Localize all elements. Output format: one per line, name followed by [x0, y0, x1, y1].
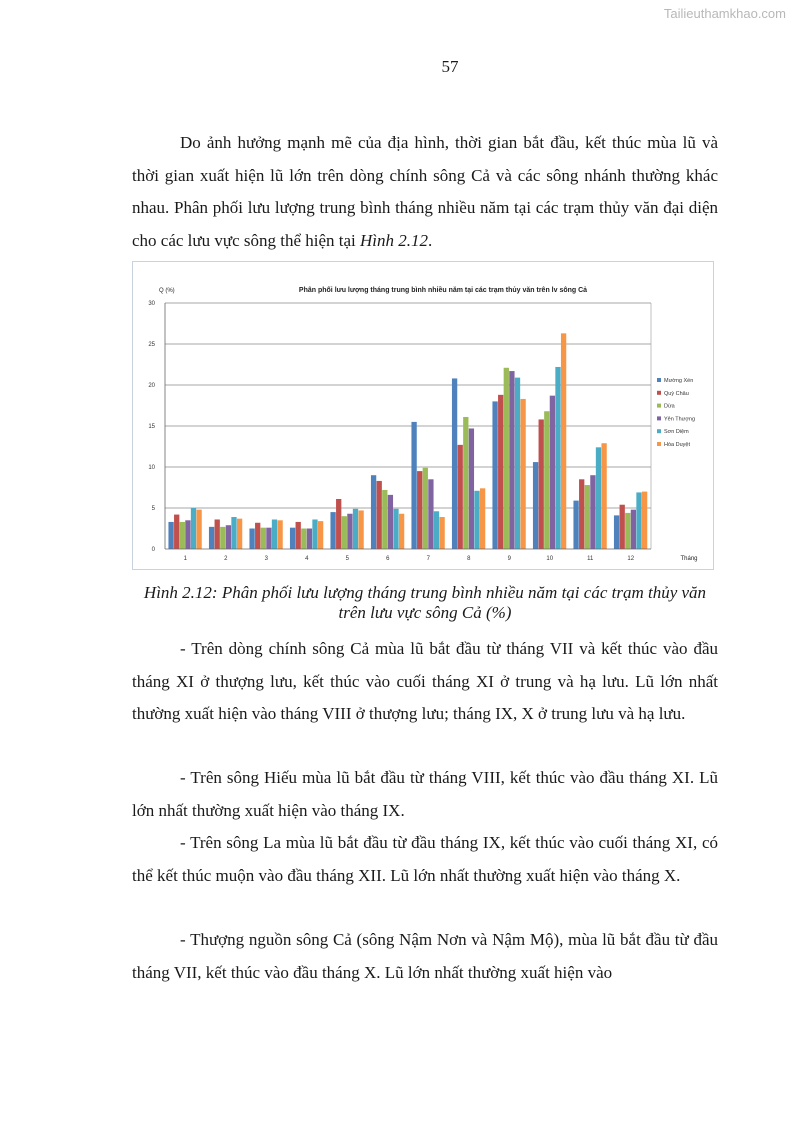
bar — [301, 529, 306, 550]
y-axis-label: Q (%) — [159, 288, 175, 294]
bar — [636, 492, 641, 549]
bar — [544, 411, 549, 549]
bar — [474, 491, 479, 549]
paragraph-la-river — [132, 827, 718, 892]
bar — [330, 512, 335, 549]
bar — [555, 367, 560, 549]
legend-swatch — [657, 416, 661, 420]
chart-legend — [657, 378, 695, 448]
bar — [579, 479, 584, 549]
x-tick-label: 8 — [467, 556, 471, 562]
bar — [347, 514, 352, 549]
bar — [249, 529, 254, 550]
legend-label: Mường Xén — [664, 378, 694, 384]
bar — [180, 522, 185, 549]
paragraph-hieu-river — [132, 762, 718, 827]
bar — [399, 514, 404, 549]
bar — [498, 395, 503, 549]
chart-frame — [132, 261, 714, 570]
bar — [266, 528, 271, 549]
bar — [312, 519, 317, 549]
x-axis-label: Tháng — [680, 556, 698, 562]
x-tick-label: 4 — [305, 556, 309, 562]
bar — [393, 509, 398, 549]
bar — [261, 528, 266, 549]
bar — [539, 419, 544, 549]
bar — [277, 520, 282, 549]
intro-text: Do ảnh hưởng mạnh mẽ của địa hình, thời gian bắt đầu, kết thúc mùa lũ và thời gian xuất hiện lũ lớn trên dòng chính sông Cả và các sông nhánh thường khác nhau. Phân phối lưu lượng trung bình tháng nhiều năm tại các trạm thủy văn đại diện cho các lưu vực sông thể hiện tại — [132, 133, 718, 250]
bar — [469, 428, 474, 549]
y-tick-label: 20 — [148, 383, 155, 389]
bar — [533, 462, 538, 549]
bar — [196, 510, 201, 549]
bar — [625, 513, 630, 549]
bar — [226, 525, 231, 549]
page-number: 57 — [441, 57, 459, 76]
bar — [296, 522, 301, 549]
bar — [434, 511, 439, 549]
x-tick-label: 6 — [386, 556, 390, 562]
x-tick-label: 10 — [546, 556, 554, 562]
bar — [428, 479, 433, 549]
bar — [215, 519, 220, 549]
paragraph-text: - Trên dòng chính sông Cả mùa lũ bắt đầu từ tháng VII và kết thúc vào đầu tháng XI ở thượng lưu, kết thúc vào cuối tháng XI ở trung và hạ lưu. Lũ lớn nhất thường xuất hiện vào tháng VIII ở thượng lưu; tháng IX, X ở trung lưu và hạ lưu. — [132, 639, 718, 723]
bar-chart — [133, 262, 715, 571]
bar — [492, 401, 497, 549]
bar — [439, 517, 444, 549]
y-tick-label: 5 — [151, 506, 155, 512]
figure-caption: Hình 2.12: Phân phối lưu lượng tháng trung bình nhiều năm tại các trạm thủy văn trên lưu vực sông Cả (%) — [143, 583, 707, 622]
legend-swatch — [657, 442, 661, 446]
bar — [411, 422, 416, 549]
bar — [168, 522, 173, 549]
bar — [601, 443, 606, 549]
bar — [174, 515, 179, 549]
y-tick-label: 15 — [148, 424, 155, 430]
paragraph-text: - Trên sông La mùa lũ bắt đầu từ đầu tháng IX, kết thúc vào cuối tháng XI, có thể kết thúc muộn vào đầu tháng XII. Lũ lớn nhất thường xuất hiện vào tháng X. — [132, 833, 718, 885]
bar — [561, 333, 566, 549]
bar — [185, 520, 190, 549]
legend-swatch — [657, 404, 661, 408]
y-tick-label: 25 — [148, 342, 155, 348]
bar — [336, 499, 341, 549]
legend-label: Hòa Duyệt — [664, 442, 690, 448]
legend-label: Quỳ Châu — [664, 390, 689, 397]
bar — [573, 501, 578, 549]
bar — [585, 485, 590, 549]
paragraph-main-river — [132, 633, 718, 731]
paragraph-text: - Trên sông Hiếu mùa lũ bắt đầu từ tháng VIII, kết thúc vào đầu tháng XI. Lũ lớn nhất thường xuất hiện vào tháng IX. — [132, 768, 718, 820]
bar — [255, 523, 260, 549]
bar — [318, 521, 323, 549]
bar — [458, 445, 463, 549]
watermark: Tailieuthamkhao.com — [663, 6, 786, 21]
bar — [515, 378, 520, 549]
intro-end: . — [428, 230, 433, 250]
bar — [642, 492, 647, 549]
bar — [272, 519, 277, 549]
x-tick-label: 3 — [264, 556, 268, 562]
bar — [423, 468, 428, 549]
bar — [382, 490, 387, 549]
x-tick-label: 5 — [345, 556, 349, 562]
y-tick-label: 10 — [148, 465, 155, 471]
bar — [191, 508, 196, 549]
legend-swatch — [657, 378, 661, 382]
x-tick-label: 2 — [224, 556, 228, 562]
bar — [550, 396, 555, 549]
y-tick-label: 30 — [148, 301, 155, 307]
figure-reference: Hình 2.12 — [360, 230, 429, 250]
bar — [358, 510, 363, 549]
bar — [371, 475, 376, 549]
y-tick-label: 0 — [151, 547, 155, 553]
legend-swatch — [657, 429, 661, 433]
x-tick-label: 1 — [183, 556, 187, 562]
x-tick-label: 11 — [587, 556, 594, 562]
legend-swatch — [657, 391, 661, 395]
bar — [504, 368, 509, 549]
chart-title: Phân phối lưu lượng tháng trung bình nhiều năm tại các trạm thủy văn trên lv sông Cả — [298, 287, 588, 294]
bar — [417, 471, 422, 549]
legend-label: Dừa — [664, 403, 675, 410]
bar — [307, 529, 312, 550]
bar — [290, 528, 295, 549]
bar — [596, 447, 601, 549]
bar — [631, 510, 636, 549]
x-tick-label: 7 — [426, 556, 430, 562]
bar — [452, 378, 457, 549]
bar — [353, 509, 358, 549]
bar — [237, 519, 242, 549]
x-tick-label: 9 — [507, 556, 511, 562]
bar — [614, 515, 619, 549]
bar — [377, 481, 382, 549]
bar — [620, 505, 625, 549]
bar — [220, 527, 225, 549]
paragraph-text: - Thượng nguồn sông Cả (sông Nậm Nơn và Nậm Mộ), mùa lũ bắt đầu từ đầu tháng VII, kết thúc vào đầu tháng X. Lũ lớn nhất thường xuất hiện vào — [132, 930, 718, 982]
intro-paragraph — [132, 127, 718, 257]
bar — [388, 495, 393, 549]
legend-label: Sơn Diệm — [664, 429, 689, 436]
bar — [231, 517, 236, 549]
bar — [520, 399, 525, 549]
legend-label: Yên Thượng — [664, 416, 696, 423]
bar — [590, 475, 595, 549]
bar — [342, 516, 347, 549]
bar — [480, 488, 485, 549]
bar — [463, 417, 468, 549]
bar — [509, 371, 514, 549]
paragraph-upstream — [132, 924, 718, 989]
x-tick-label: 12 — [627, 556, 635, 562]
bar — [209, 527, 214, 549]
